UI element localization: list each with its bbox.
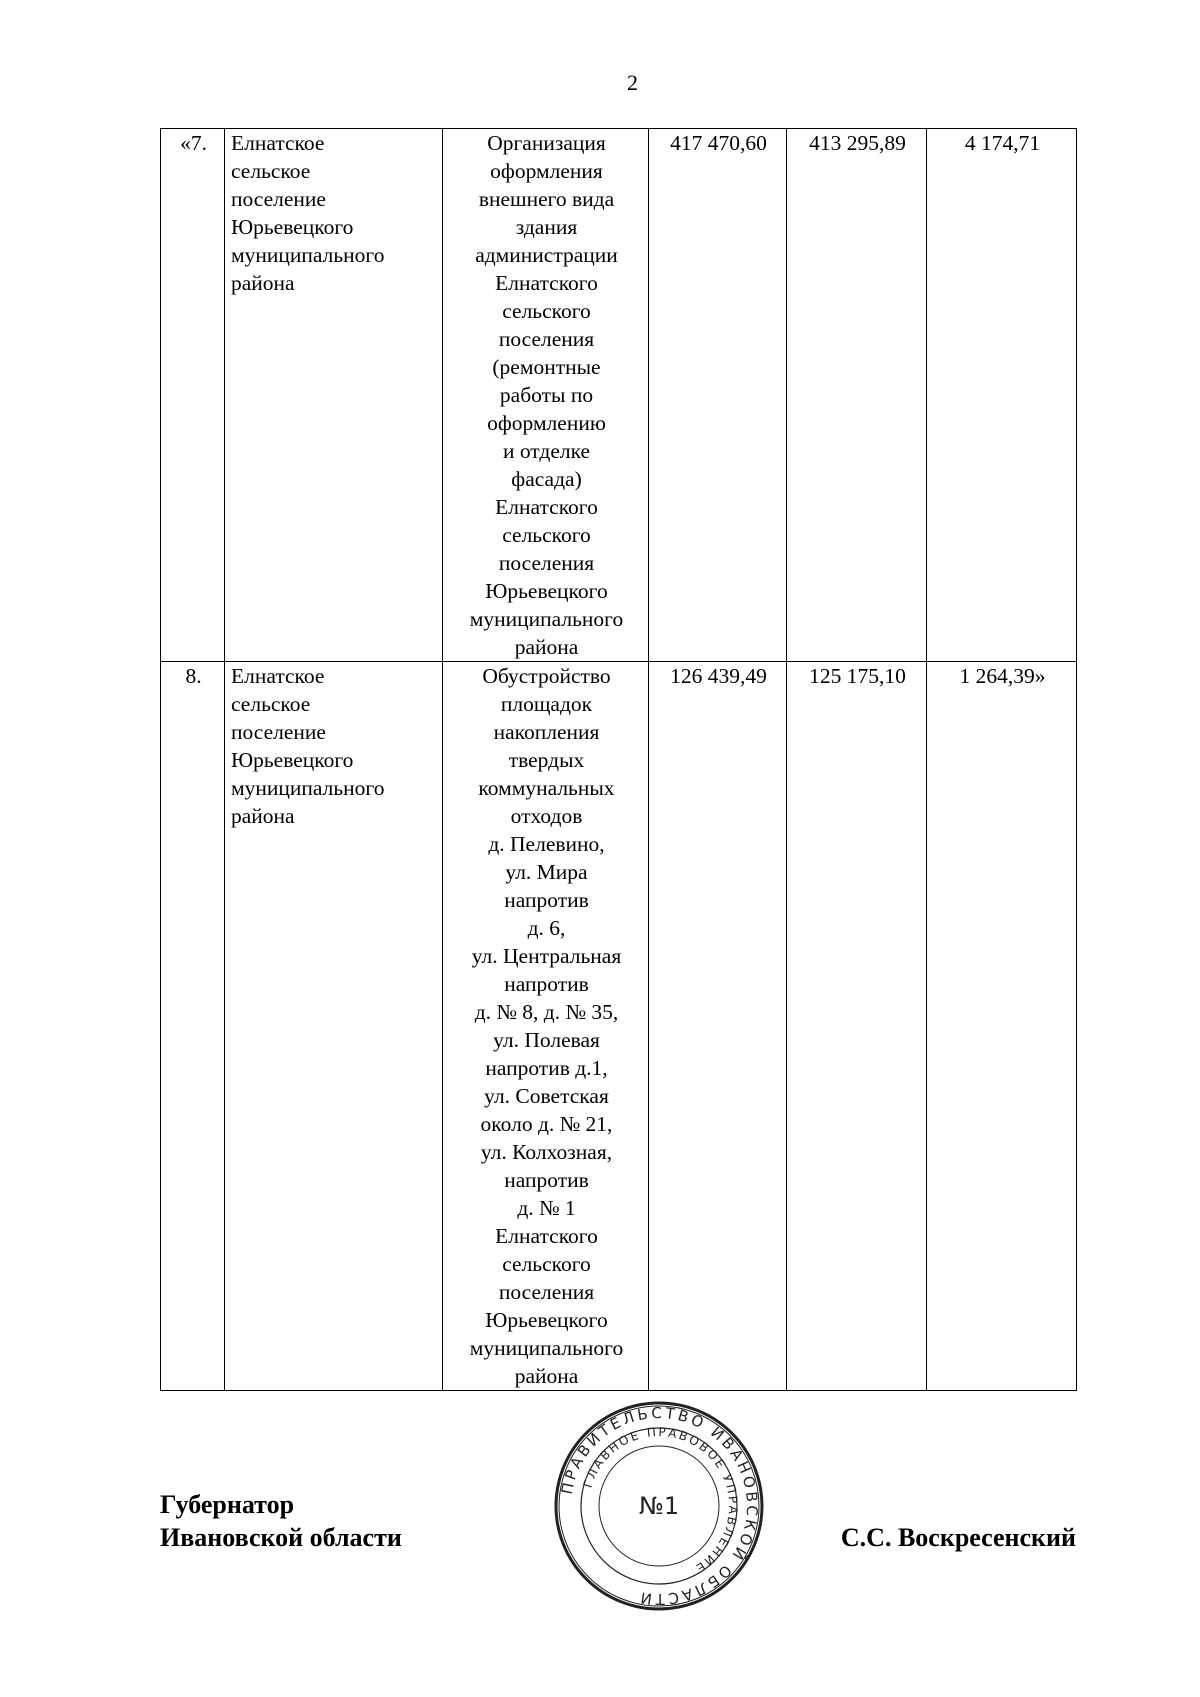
table-row — [161, 662, 1077, 1391]
signatory-position-line-1: Губернатор — [160, 1490, 295, 1519]
municipality-cell-line: поселение — [231, 187, 326, 211]
municipality-cell-line: сельское — [231, 692, 311, 716]
project-cell-line: Елнатского — [495, 271, 598, 295]
project-cell-line: напротив — [504, 972, 589, 996]
municipality-cell-line: района — [231, 271, 295, 295]
amount-cell: 125 175,10 — [787, 662, 927, 1391]
project-cell-line: поселения — [498, 1280, 595, 1304]
project-cell-line: администрации — [475, 243, 618, 267]
project-cell-line: здания — [515, 215, 578, 239]
municipality-cell-line: поселение — [231, 720, 326, 744]
project-cell-line: напротив д.1, — [485, 1056, 608, 1080]
project-cell-line: фасада) — [511, 467, 582, 491]
project-cell-line: д. № 8, д. № 35, — [474, 1000, 619, 1024]
row-number-cell: 8. — [161, 662, 225, 1391]
stamp-outer-text: ПРАВИТЕЛЬСТВО ИВАНОВСКОЙ ОБЛАСТИ — [557, 1403, 762, 1609]
project-cell-line: работы по — [499, 383, 594, 407]
project-cell-line: Юрьевецкого — [485, 579, 608, 603]
total-amount-cell: 126 439,49 — [649, 662, 787, 1391]
project-cell-line: района — [514, 635, 579, 659]
project-cell-line: Юрьевецкого — [485, 1308, 608, 1332]
project-cell-line: д. Пелевино, — [488, 832, 605, 856]
page-number: 2 — [627, 70, 638, 95]
project-cell-line: оформлению — [487, 411, 606, 435]
stamp-inner-text: ГЛАВНОЕ ПРАВОВОЕ УПРАВЛЕНИЕ — [580, 1424, 741, 1577]
municipality-cell-line: сельское — [231, 159, 311, 183]
amount-cell: 4 174,71 — [927, 129, 1077, 662]
municipality-cell-line: муниципального — [231, 243, 385, 267]
project-cell-line: Обустройство — [482, 664, 611, 688]
project-cell-line: коммунальных — [478, 776, 615, 800]
project-cell-line: оформления — [490, 159, 603, 183]
municipality-cell-line: Юрьевецкого — [231, 748, 354, 772]
row-number-cell: «7. — [161, 129, 225, 662]
project-cell-line: ул. Полевая — [493, 1028, 600, 1052]
signatory-name: С.С. Воскресенский — [840, 1523, 1076, 1552]
project-cell-line: д. 6, — [527, 916, 566, 940]
amount-cell: 1 264,39» — [927, 662, 1077, 1391]
amount-cell: 413 295,89 — [787, 129, 927, 662]
municipality-cell — [225, 129, 443, 662]
project-cell-line: (ремонтные — [492, 355, 601, 379]
total-amount-cell: 417 470,60 — [649, 129, 787, 662]
project-cell-line: д. № 1 — [517, 1196, 576, 1220]
project-cell-line: напротив — [504, 1168, 589, 1192]
project-cell-line: муниципального — [469, 1336, 624, 1360]
project-cell-line: напротив — [504, 888, 589, 912]
project-cell-line: Елнатского — [495, 495, 598, 519]
project-cell-line: муниципального — [469, 607, 624, 631]
project-cell-line: сельского — [502, 299, 591, 323]
municipality-cell-line: Юрьевецкого — [231, 215, 354, 239]
project-cell-line: района — [514, 1364, 579, 1388]
signatory-position — [160, 1488, 402, 1554]
project-cell-line: внешнего вида — [478, 187, 615, 211]
project-cell-line: около д. № 21, — [480, 1112, 613, 1136]
municipality-cell-line: муниципального — [231, 776, 385, 800]
project-cell-line: поселения — [498, 327, 595, 351]
project-cell-line: и отделке — [502, 439, 591, 463]
municipality-cell-line: Елнатское — [231, 131, 325, 155]
project-cell-line: Елнатского — [495, 1224, 598, 1248]
project-cell-line: сельского — [502, 523, 591, 547]
project-cell-line: накопления — [493, 720, 600, 744]
project-cell-line: ул. Мира — [505, 860, 588, 884]
project-cell-line: поселения — [498, 551, 595, 575]
municipality-cell — [225, 662, 443, 1391]
signatory-position-line-2: Ивановской области — [160, 1523, 402, 1552]
table-body — [161, 129, 1077, 1391]
project-cell-line: сельского — [502, 1252, 591, 1276]
project-cell-line: Организация — [487, 131, 606, 155]
project-cell — [443, 662, 649, 1391]
stamp-number: №1 — [638, 1492, 680, 1520]
municipality-cell-line: района — [231, 804, 295, 828]
municipality-cell-line: Елнатское — [231, 664, 325, 688]
official-stamp — [553, 1400, 765, 1612]
project-cell-line: отходов — [510, 804, 583, 828]
funding-table — [160, 128, 1077, 1391]
project-cell-line: ул. Советская — [484, 1084, 609, 1108]
project-cell-line: ул. Центральная — [471, 944, 622, 968]
project-cell — [443, 129, 649, 662]
table-row — [161, 129, 1077, 662]
project-cell-line: твердых — [508, 748, 585, 772]
project-cell-line: площадок — [500, 692, 593, 716]
project-cell-line: ул. Колхозная, — [480, 1140, 613, 1164]
